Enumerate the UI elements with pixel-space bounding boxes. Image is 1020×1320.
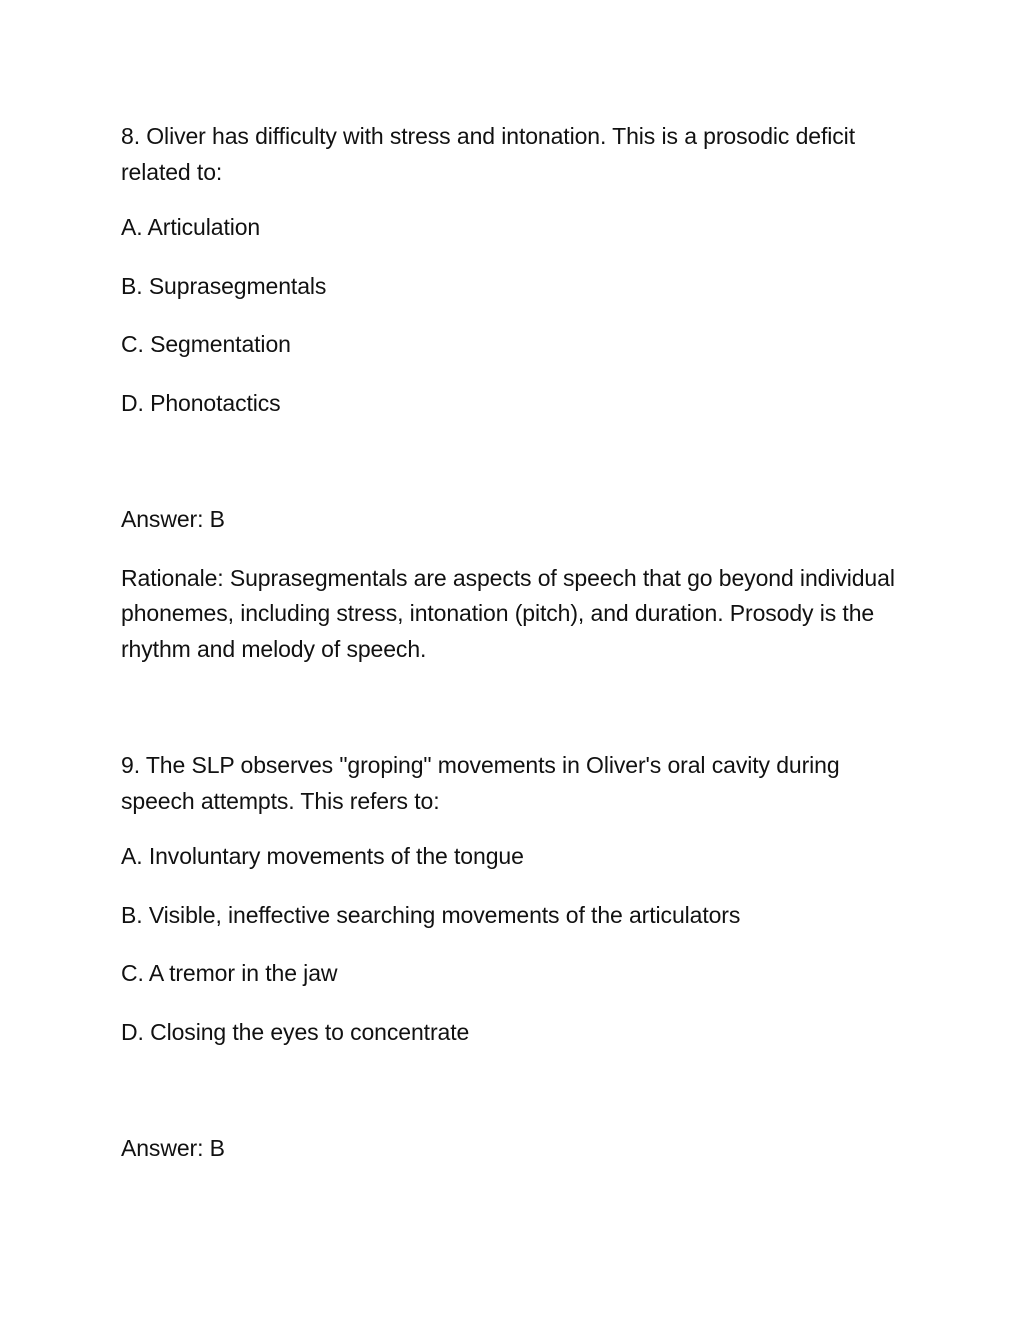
- question-stem: 9. The SLP observes "groping" movements in Oliver's oral cavity during speech attempts. This refers to:: [121, 752, 840, 814]
- option-b: B. Visible, ineffective searching movements of the articulators: [121, 901, 741, 928]
- option-c: C. Segmentation: [121, 331, 291, 357]
- option-d: D. Phonotactics: [121, 389, 281, 416]
- question-8: [121, 119, 911, 667]
- option-d: D. Closing the eyes to concentrate: [121, 1018, 470, 1045]
- question-9: [121, 748, 911, 1167]
- option-a: A. Articulation: [121, 214, 261, 240]
- rationale: Rationale: Suprasegmentals are aspects of speech that go beyond individual phonemes, including stress, intonation (pitch), and duration. Prosody is the rhythm and melody of speech.: [121, 564, 895, 662]
- answer: Answer: B: [121, 1135, 225, 1161]
- option-b: B. Suprasegmentals: [121, 272, 327, 299]
- answer: Answer: B: [121, 506, 225, 532]
- option-c: C. A tremor in the jaw: [121, 960, 338, 986]
- document-content: [121, 119, 911, 1167]
- question-stem: 8. Oliver has difficulty with stress and intonation. This is a prosodic deficit related to:: [121, 123, 855, 185]
- option-a: A. Involuntary movements of the tongue: [121, 843, 524, 869]
